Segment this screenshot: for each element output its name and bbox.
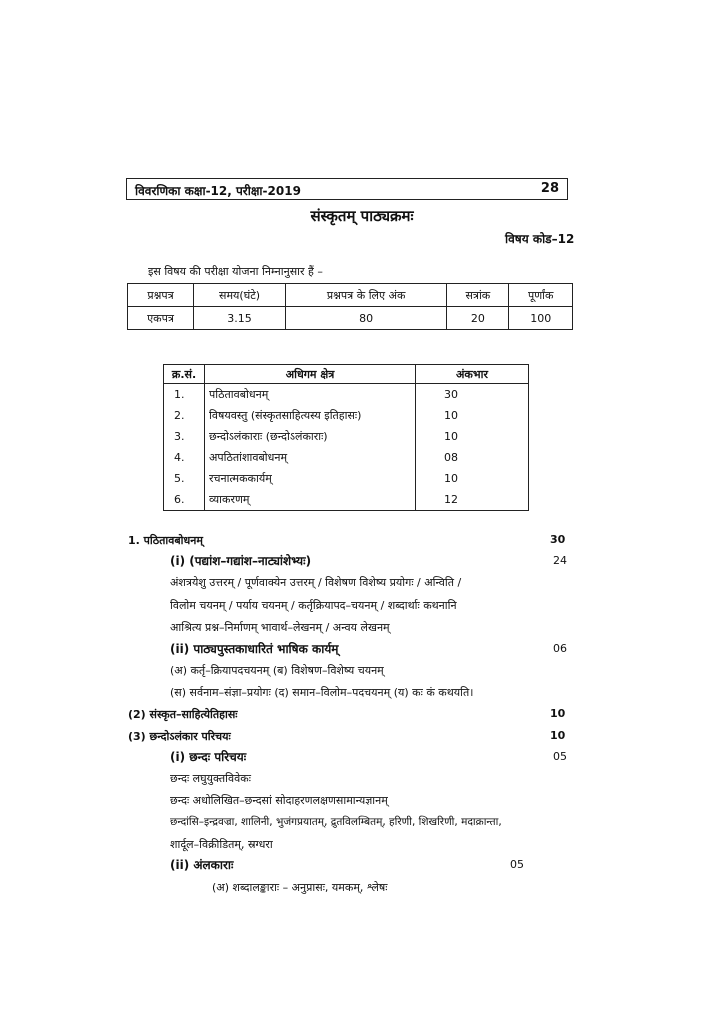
- section-3-marks: 10: [550, 729, 566, 742]
- section-1-ii-line-1: (अ) कर्तृ–क्रियापदचयनम् (ब) विशेषण–विशेष्य चयनम्: [170, 664, 384, 677]
- table-cell: 10: [416, 468, 529, 489]
- table-row: [128, 307, 573, 330]
- section-1-title: 1. पठितावबोधनम्: [128, 534, 203, 547]
- section-1-ii-marks: 06: [553, 642, 567, 655]
- section-1-i-title: (i) (पद्यांश–गद्यांश–नाट्यांशेभ्यः): [170, 554, 312, 568]
- section-3-title: (3) छन्दोऽलंकार परिचयः: [128, 730, 231, 743]
- table-cell: व्याकरणम्: [205, 489, 416, 511]
- table-header-row: [164, 365, 529, 384]
- section-3-ii-marks: 05: [510, 858, 524, 871]
- section-3-i-line-4: शार्दूल–विक्रीडितम्, स्रग्धरा: [170, 838, 273, 851]
- table-header-cell: क्र.सं.: [164, 365, 205, 384]
- table-header-cell: प्रश्नपत्र: [128, 284, 194, 307]
- section-3-i-title: (i) छन्दः परिचयः: [170, 750, 247, 764]
- table-cell: 4.: [164, 447, 205, 468]
- table-cell: एकपत्र: [128, 307, 194, 330]
- exam-scheme-table: [127, 283, 573, 330]
- section-1-i-line-3: आश्रित्य प्रश्न–निर्माणम् भावार्थ–लेखनम् / अन्वय लेखनम्: [170, 621, 390, 634]
- table-cell: विषयवस्तु (संस्कृतसाहित्यस्य इतिहासः): [205, 405, 416, 426]
- section-3-ii-line-1: (अ) शब्दालङ्काराः – अनुप्रासः, यमकम्, श्लेषः: [212, 881, 388, 894]
- table-cell: 10: [416, 405, 529, 426]
- table-row: [164, 468, 529, 489]
- table-header-cell: समय(घंटे): [194, 284, 286, 307]
- table-cell: 2.: [164, 405, 205, 426]
- table-cell: 1.: [164, 384, 205, 406]
- section-1-ii-line-2: (स) सर्वनाम–संज्ञा–प्रयोगः (द) समान–विलोम–पदचयनम् (य) कः कं कथयति।: [170, 686, 474, 699]
- section-1-ii-title: (ii) पाठ्यपुस्तकाधारितं भाषिक कार्यम्: [170, 642, 339, 656]
- table-header-cell: अंकभार: [416, 365, 529, 384]
- section-3-i-marks: 05: [553, 750, 567, 763]
- table-row: [164, 405, 529, 426]
- table-cell: 20: [447, 307, 509, 330]
- table-row: [164, 426, 529, 447]
- table-cell: 100: [509, 307, 573, 330]
- table-cell: पठितावबोधनम्: [205, 384, 416, 406]
- table-cell: 3.15: [194, 307, 286, 330]
- table-cell: 10: [416, 426, 529, 447]
- section-3-ii-title: (ii) अंलकाराः: [170, 858, 234, 872]
- section-2-title: (2) संस्कृत–साहित्येतिहासः: [128, 708, 238, 721]
- table-header-cell: सत्रांक: [447, 284, 509, 307]
- header-title: विवरणिका कक्षा-12, परीक्षा-2019: [135, 184, 301, 198]
- table-header-cell: प्रश्नपत्र के लिए अंक: [286, 284, 447, 307]
- section-3-i-line-2: छन्दः अधोलिखित–छन्दसां सोदाहरणलक्षणसामान्यज्ञानम्: [170, 794, 388, 807]
- section-1-i-line-1: अंशत्रयेशु उत्तरम् / पूर्णवाक्येन उत्तरम् / विशेषण विशेष्य प्रयोगः / अन्विति /: [170, 576, 462, 589]
- page-number: 28: [540, 181, 559, 196]
- table-cell: छन्दोऽलंकाराः (छन्दोऽलंकाराः): [205, 426, 416, 447]
- intro-text: इस विषय की परीक्षा योजना निम्नानुसार हैं –: [148, 265, 323, 278]
- table-header-row: [128, 284, 573, 307]
- table-cell: 12: [416, 489, 529, 511]
- table-cell: 6.: [164, 489, 205, 511]
- table-header-cell: अधिगम क्षेत्र: [205, 365, 416, 384]
- table-cell: 08: [416, 447, 529, 468]
- section-3-i-line-1: छन्दः लघुयुक्तविवेकः: [170, 772, 251, 785]
- page-title: संस्कृतम् पाठ्यक्रमः: [310, 207, 414, 225]
- table-row: [164, 384, 529, 406]
- table-cell: 30: [416, 384, 529, 406]
- section-3-i-line-3: छन्दांसि–इन्द्रवज्रा, शालिनी, भुजंगप्रयातम्, द्रुतविलम्बितम्, हरिणी, शिखरिणी, मदाक्रान्ता,: [170, 816, 502, 828]
- section-1-i-line-2: विलोम चयनम् / पर्याय चयनम् / कर्तृक्रियापद–चयनम् / शब्दार्थाः कथनानि: [170, 599, 457, 612]
- table-row: [164, 489, 529, 511]
- page-header: [126, 178, 568, 200]
- table-cell: 5.: [164, 468, 205, 489]
- learning-areas-table: [163, 364, 529, 511]
- section-2-marks: 10: [550, 707, 566, 720]
- table-header-cell: पूर्णांक: [509, 284, 573, 307]
- table-row: [164, 447, 529, 468]
- subject-code: विषय कोड–12: [505, 232, 575, 246]
- table-cell: 80: [286, 307, 447, 330]
- section-1-i-marks: 24: [553, 554, 567, 567]
- table-cell: 3.: [164, 426, 205, 447]
- section-1-marks: 30: [550, 533, 566, 546]
- table-cell: रचनात्मककार्यम्: [205, 468, 416, 489]
- table-cell: अपठितांशावबोधनम्: [205, 447, 416, 468]
